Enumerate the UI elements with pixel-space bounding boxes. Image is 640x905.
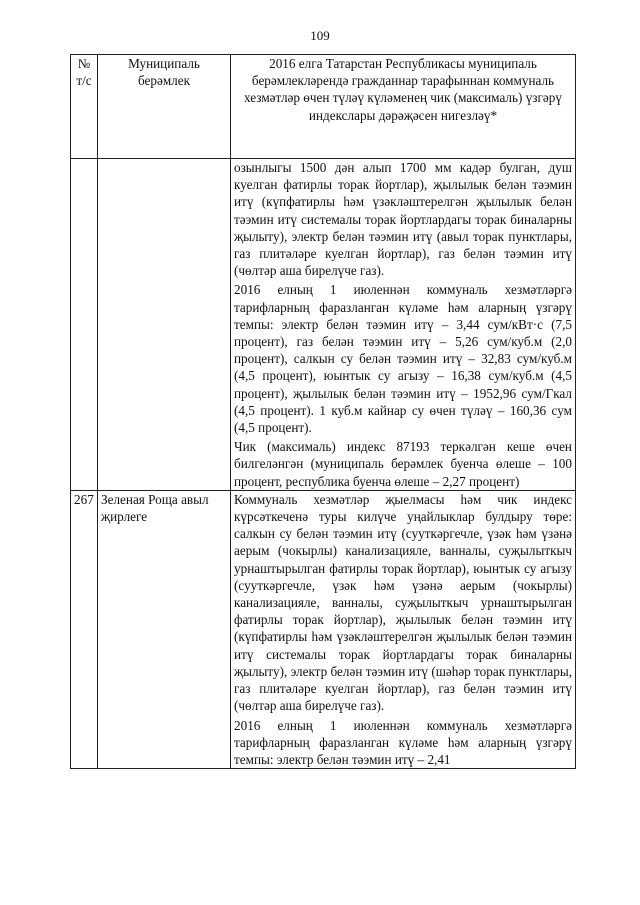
header-municipality-label: Муниципаль берәмлек	[128, 56, 200, 89]
header-description	[231, 55, 576, 159]
page-number: 109	[310, 28, 330, 43]
description-paragraph: Коммуналь хезмәтләр җыелмасы һәм чик индекс күрсәткеченә туры килүче уңайлыклар булдыру төре: салкын су белән тәэмин итү (сууткәргечле, үзәк һәм үзәнә аерым (чокырлы) канализацияле, ванналы, суҗылыткыч урнаштырылган фатирлы торак йортлар), юынтык су агызу (сууткәргечле, үзәк һәм үзәнә аерым (чокырлы) канализацияле, ванналы, суҗылыткыч урнаштырылган фатирлы торак йортлар), җылылык белән тәэмин итү (күпфатирлы һәм үзәкләштерелгән җылылык белән тәэмин итү системалы торак йортлардагы торак биналарны җылыту), электр белән тәэмин итү (шәһәр торак пунктлары, газ плитәләре куелган йортлар), газ белән тәэмин итү (чөлтәр аша бирелүче газ).	[234, 491, 572, 714]
description-paragraph: 2016 елның 1 июленнән коммуналь хезмәтләргә тарифларның фаразланган күләме һәм аларның үзгәрү темпы: электр белән тәэмин итү – 3,44 сум/кВт·с (7,5 процент), газ белән тәэмин итү – 5,26 сум/куб.м (2,0 процент), салкын су белән тәэмин итү – 32,83 сум/куб.м (4,5 процент), юынтык су агызу – 16,38 сум/куб.м (4,5 процент), җылылык белән тәэмин итү – 1952,96 сум/Гкал (4,5 процент). 1 куб.м кайнар су өчен түләү – 160,36 сум (4,5 процент).	[234, 282, 572, 436]
description-paragraph: озынлыгы 1500 дән алып 1700 мм кадәр булган, душ куелган фатирлы торак йортлар), җылылык белән тәэмин итү (күпфатирлы һәм үзәкләштерелгән җылылык белән тәэмин итү системалы торак йортлардагы торак биналарны җылыту), электр белән тәэмин итү (авыл торак пунктлары, газ плитәләре куелган йортлар), газ белән тәэмин итү (чөлтәр аша бирелүче газ).	[234, 160, 572, 279]
table-header-row	[71, 55, 576, 159]
row-municipality: Зеленая Роща авыл җирлеге	[98, 490, 231, 768]
header-description-label: 2016 елга Татарстан Республикасы муниципаль берәмлекләрендә гражданнар тарафыннан коммуналь хезмәтләр өчен түләү күләменең чик (максималь) үзгәрү индекслары дәрәҗәсен нигезләү*	[244, 56, 562, 123]
row-description	[231, 490, 576, 768]
tariff-table	[70, 54, 576, 769]
row-number	[71, 159, 98, 491]
header-number	[71, 55, 98, 159]
description-paragraph: 2016 елның 1 июленнән коммуналь хезмәтләргә тарифларның фаразланган күләме һәм аларның үзгәрү темпы: электр белән тәэмин итү – 2,41	[234, 717, 572, 767]
table-row	[71, 159, 576, 491]
row-municipality	[98, 159, 231, 491]
description-paragraph: Чик (максималь) индекс 87193 теркәлгән кеше өчен билгеләнгән (муниципаль берәмлек буенча өлеше – 100 процент, республика буенча өлеше – 2,27 процент)	[234, 439, 572, 489]
header-number-label: № т/с	[76, 56, 92, 89]
header-municipality	[98, 55, 231, 159]
row-number: 267	[71, 490, 98, 768]
row-description	[231, 159, 576, 491]
table-row	[71, 490, 576, 768]
